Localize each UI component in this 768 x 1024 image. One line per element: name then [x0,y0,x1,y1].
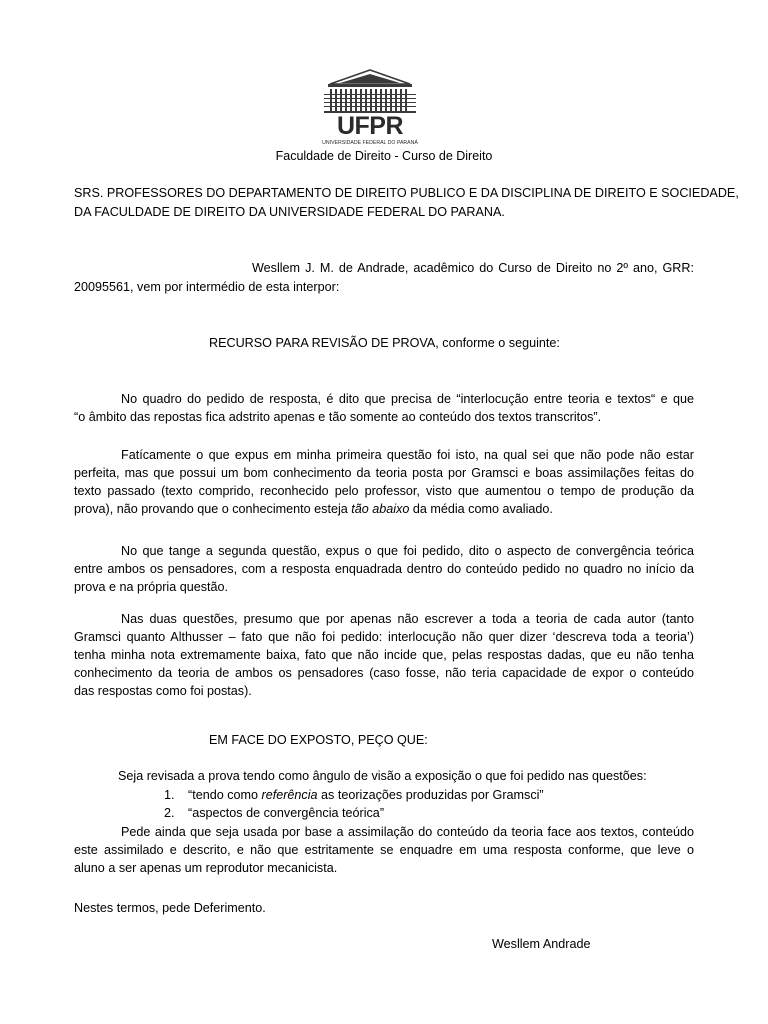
request-intro: Seja revisada a prova tendo como ângulo de visão a exposição o que foi pedido nas questões: [118,769,647,783]
signature: Wesllem Andrade [492,937,591,951]
paragraph-line: Gramsci quanto Althusser – fato que não foi pedido: interlocução não quer dizer ‘descreva toda a teoria’) [74,630,694,644]
paragraph-line: perfeita, mas que possui um bom conhecimento da teoria posta por Gramsci e boas assimilações feitas do [74,466,694,480]
list-number: 1. [164,788,175,802]
closing-text: Nestes termos, pede Deferimento. [74,901,266,915]
list-item: 1. “tendo como referência as teorizações produzidas por Gramsci” [164,788,544,802]
paragraph-line: aluno a ser apenas um reprodutor mecanicista. [74,861,338,875]
intro-line-2: 20095561, vem por intermédio de esta interpor: [74,280,340,294]
intro-line-1: Wesllem J. M. de Andrade, acadêmico do Curso de Direito no 2º ano, GRR: [252,261,694,275]
svg-text:UNIVERSIDADE FEDERAL DO PARANÁ: UNIVERSIDADE FEDERAL DO PARANÁ [322,140,418,146]
paragraph-line: das respostas como foi postas). [74,684,252,698]
paragraph-line: Pede ainda que seja usada por base a assimilação do conteúdo da teoria face aos textos, conteúdo [121,825,694,839]
paragraph-line: tenha minha nota extremamente baixa, fato que não incide que, pelas respostas dadas, que eu não tenha [74,648,694,662]
list-number: 2. [164,806,175,820]
paragraph-line: texto passado (texto comprido, reconhecido pelo professor, visto que aumentou o tempo de produção da [74,484,694,498]
address-line-1: SRS. PROFESSORES DO DEPARTAMENTO DE DIREITO PUBLICO E DA DISCIPLINA DE DIREITO E SOCIEDADE, [74,186,739,200]
paragraph-line: conhecimento da teoria de ambos os pensadores (caso fosse, não teria capacidade de expor o conteúdo [74,666,694,680]
paragraph-line: entre ambos os pensadores, com a resposta enquadrada dentro do conteúdo pedido no quadro no início da [74,562,694,576]
paragraph-line: Nas duas questões, presumo que por apenas não escrever a toda a teoria de cada autor (tanto [121,612,694,626]
paragraph-line: este assimilado e descrito, e não que estritamente se enquadre em uma resposta conforme, que leve o [74,843,694,857]
paragraph-line: prova e na própria questão. [74,580,229,594]
recurso-title: RECURSO PARA REVISÃO DE PROVA, conforme o seguinte: [209,336,560,350]
em-face-heading: EM FACE DO EXPOSTO, PEÇO QUE: [209,733,428,747]
paragraph-line: Fatícamente o que expus em minha primeira questão foi isto, na qual sei que não pode não estar [121,448,694,462]
svg-text:UFPR: UFPR [336,112,404,140]
list-item: 2. “aspectos de convergência teórica” [164,806,385,820]
paragraph-line: No que tange a segunda questão, expus o que foi pedido, dito o aspecto de convergência teórica [121,544,694,558]
paragraph-line: No quadro do pedido de resposta, é dito que precisa de “interlocução entre teoria e textos“ e que [121,392,694,406]
paragraph-4 [74,610,694,700]
faculty-subtitle: Faculdade de Direito - Curso de Direito [275,149,493,163]
paragraph-line: “o âmbito das repostas fica adstrito apenas e tão somente ao conteúdo dos textos transcritos”. [74,410,602,424]
emphasis-text: tão abaixo [351,502,410,516]
emphasis-text: referência [261,788,318,802]
paragraph-5 [74,823,694,877]
paragraph-3 [74,542,694,596]
paragraph-line: prova), não provando que o conhecimento esteja tão abaixo da média como avaliado. [74,502,553,516]
ufpr-logo [320,68,420,146]
address-line-2: DA FACULDADE DE DIREITO DA UNIVERSIDADE FEDERAL DO PARANA. [74,205,505,219]
paragraph-2 [74,446,694,518]
paragraph-1 [74,390,694,426]
